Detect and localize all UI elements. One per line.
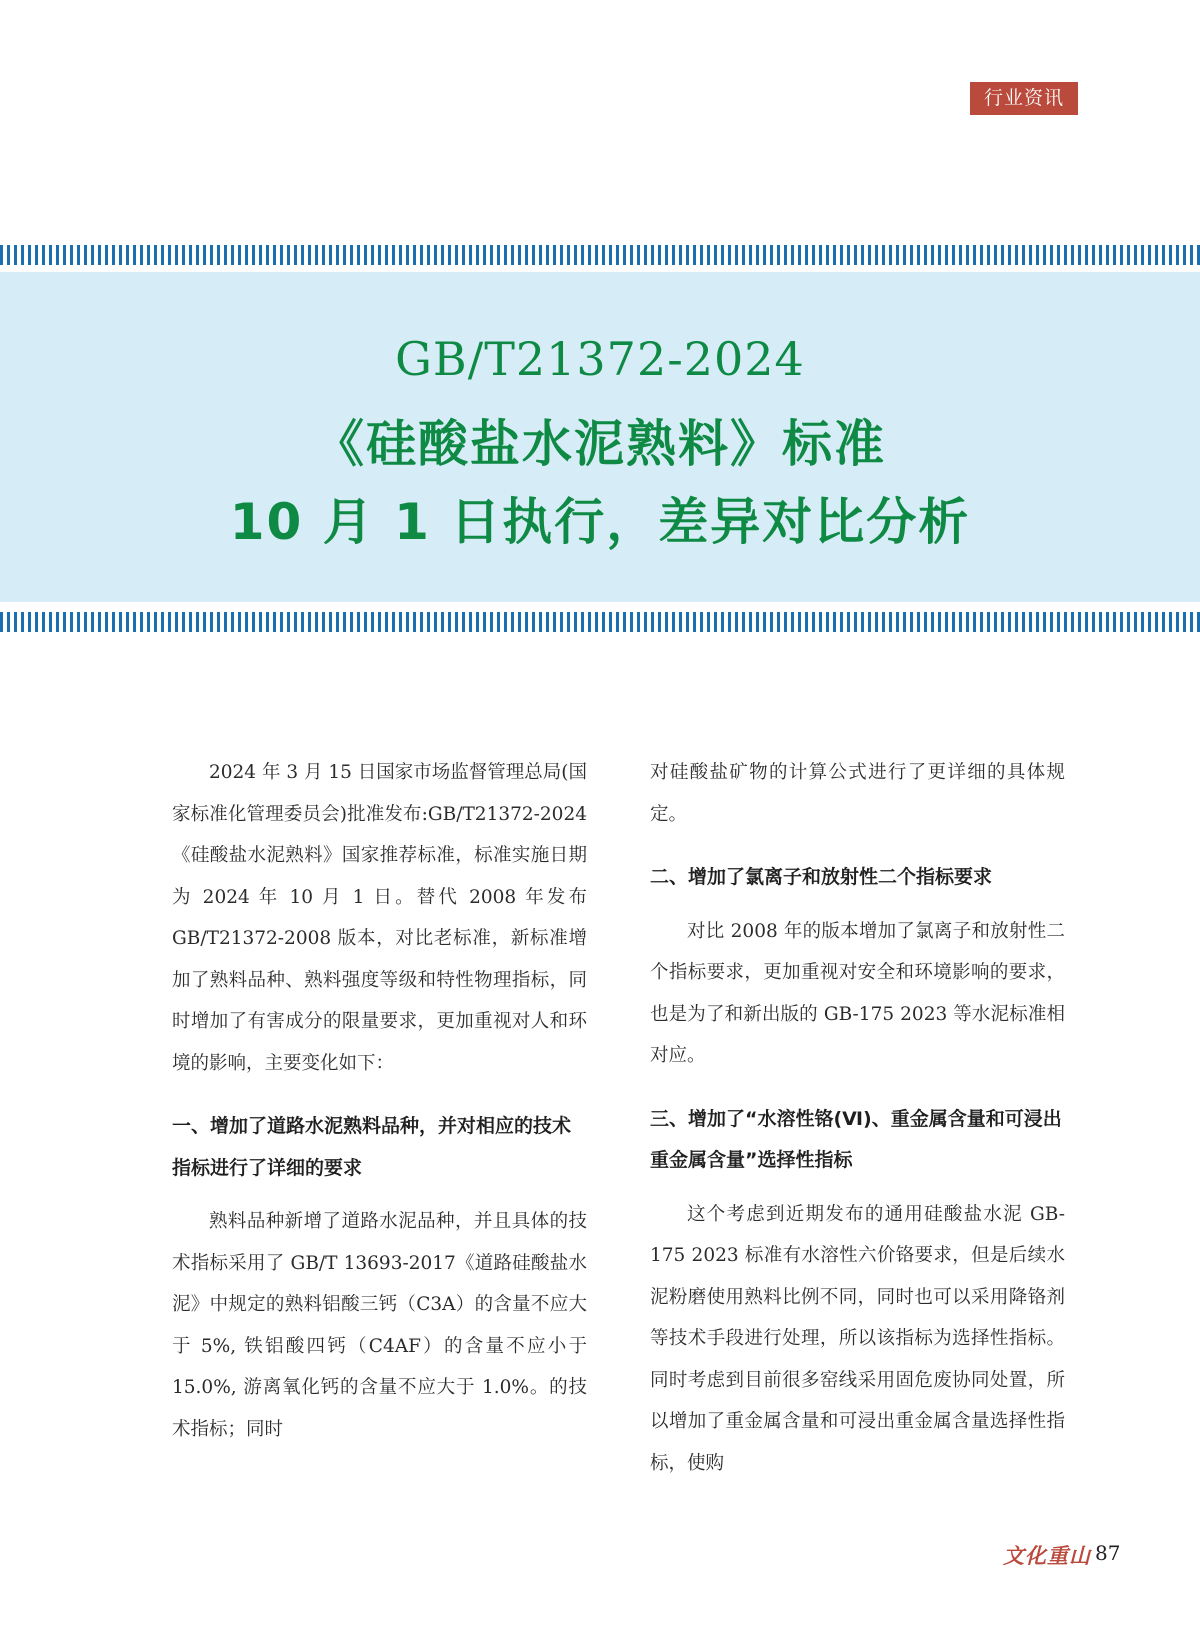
page-number: 87	[1095, 1541, 1121, 1565]
article-column-right	[650, 752, 1065, 1484]
title-standard-name: 《硅酸盐水泥熟料》标准	[314, 415, 886, 473]
section-tag: 行业资讯	[970, 82, 1078, 115]
section-heading-3: 三、增加了“水溶性铬(Ⅵ)、重金属含量和可浸出重金属含量”选择性指标	[650, 1107, 1062, 1171]
section-3-paragraph: 这个考虑到近期发布的通用硅酸盐水泥 GB-175 2023 标准有水溶性六价铬要求，但是后续水泥粉磨使用熟料比例不同，同时也可以采用降铬剂等技术手段进行处理，所以该指标为选择性指标。同时考虑到目前很多窑线采用固危废协同处置，所以增加了重金属含量和可浸出重金属含量选择性指标，使购	[650, 1203, 1065, 1474]
decorative-band-bottom	[0, 612, 1200, 632]
section-2-paragraph: 对比 2008 年的版本增加了氯离子和放射性二个指标要求，更加重视对安全和环境影响的要求，也是为了和新出版的 GB-175 2023 等水泥标准相对应。	[650, 920, 1065, 1066]
section-heading-1: 一、增加了道路水泥熟料品种，并对相应的技术指标进行了详细的要求	[172, 1115, 572, 1179]
magazine-logo: 文化重山	[1003, 1543, 1091, 1568]
intro-paragraph: 2024 年 3 月 15 日国家市场监督管理总局(国家标准化管理委员会)批准发布:GB/T21372-2024《硅酸盐水泥熟料》国家推荐标准，标准实施日期为 2024 年 10 月 1 日。替代 2008 年发布 GB/T21372-2008 版本，对比老标准，新标准增加了熟料品种、熟料强度等级和特性物理指标，同时增加了有害成分的限量要求，更加重视对人和环境的影响，主要变化如下：	[172, 762, 588, 1074]
title-box	[0, 272, 1200, 602]
title-subtitle: 10 月 1 日执行，差异对比分析	[229, 493, 971, 551]
title-standard-code: GB/T21372-2024	[395, 332, 805, 386]
section-1-paragraph-continued: 对硅酸盐矿物的计算公式进行了更详细的具体规定。	[650, 762, 1065, 825]
article-column-left	[172, 752, 587, 1450]
decorative-band-top	[0, 245, 1200, 265]
section-1-paragraph: 熟料品种新增了道路水泥品种，并且具体的技术指标采用了 GB/T 13693-2017《道路硅酸盐水泥》中规定的熟料铝酸三钙（C3A）的含量不应大于 5%, 铁铝酸四钙（C4AF）的含量不应小于 15.0%, 游离氧化钙的含量不应大于 1.0%。的技术指标；同时	[172, 1211, 587, 1440]
section-heading-2: 二、增加了氯离子和放射性二个指标要求	[650, 866, 993, 888]
